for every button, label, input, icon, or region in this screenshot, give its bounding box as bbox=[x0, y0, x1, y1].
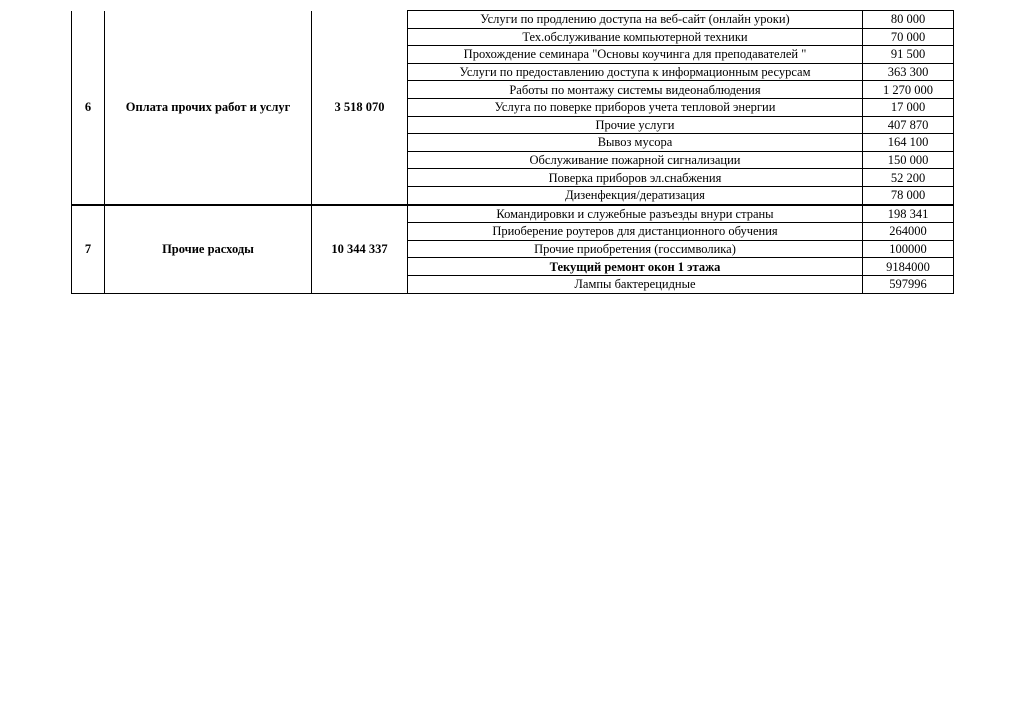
item-amount: 407 870 bbox=[863, 116, 954, 134]
item-amount: 9184000 bbox=[863, 258, 954, 276]
item-amount: 264000 bbox=[863, 223, 954, 241]
item-description: Услуги по продлению доступа на веб-сайт (онлайн уроки) bbox=[408, 11, 863, 29]
item-description: Обслуживание пожарной сигнализации bbox=[408, 151, 863, 169]
item-amount: 78 000 bbox=[863, 186, 954, 204]
item-description: Поверка приборов эл.снабжения bbox=[408, 169, 863, 187]
item-description: Вывоз мусора bbox=[408, 134, 863, 152]
budget-table bbox=[71, 10, 954, 294]
item-description: Лампы бактерецидные bbox=[408, 275, 863, 293]
item-description: Прохождение семинара "Основы коучинга для преподавателей " bbox=[408, 46, 863, 64]
item-description: Текущий ремонт окон 1 этажа bbox=[408, 258, 863, 276]
section-total: 10 344 337 bbox=[312, 205, 408, 293]
item-amount: 150 000 bbox=[863, 151, 954, 169]
item-description: Дизенфекция/дератизация bbox=[408, 186, 863, 204]
table-row bbox=[72, 205, 954, 223]
item-description: Прочие приобретения (госсимволика) bbox=[408, 240, 863, 258]
item-amount: 1 270 000 bbox=[863, 81, 954, 99]
section-number: 6 bbox=[72, 11, 105, 205]
item-description: Услуга по поверке приборов учета тепловой энергии bbox=[408, 98, 863, 116]
item-description: Тех.обслуживание компьютерной техники bbox=[408, 28, 863, 46]
table-row bbox=[72, 11, 954, 29]
item-amount: 198 341 bbox=[863, 205, 954, 223]
item-description: Услуги по предоставлению доступа к информационным ресурсам bbox=[408, 63, 863, 81]
section-number: 7 bbox=[72, 205, 105, 293]
item-amount: 363 300 bbox=[863, 63, 954, 81]
item-amount: 100000 bbox=[863, 240, 954, 258]
item-description: Работы по монтажу системы видеонаблюдения bbox=[408, 81, 863, 99]
section-total: 3 518 070 bbox=[312, 11, 408, 205]
item-amount: 52 200 bbox=[863, 169, 954, 187]
section-name: Оплата прочих работ и услуг bbox=[105, 11, 312, 205]
item-description: Прочие услуги bbox=[408, 116, 863, 134]
item-description: Приоберение роутеров для дистанционного обучения bbox=[408, 223, 863, 241]
item-amount: 164 100 bbox=[863, 134, 954, 152]
item-amount: 80 000 bbox=[863, 11, 954, 29]
item-amount: 70 000 bbox=[863, 28, 954, 46]
item-description: Командировки и служебные разъезды внури страны bbox=[408, 205, 863, 223]
budget-table-body bbox=[72, 11, 954, 294]
item-amount: 91 500 bbox=[863, 46, 954, 64]
section-name: Прочие расходы bbox=[105, 205, 312, 293]
item-amount: 17 000 bbox=[863, 98, 954, 116]
item-amount: 597996 bbox=[863, 275, 954, 293]
